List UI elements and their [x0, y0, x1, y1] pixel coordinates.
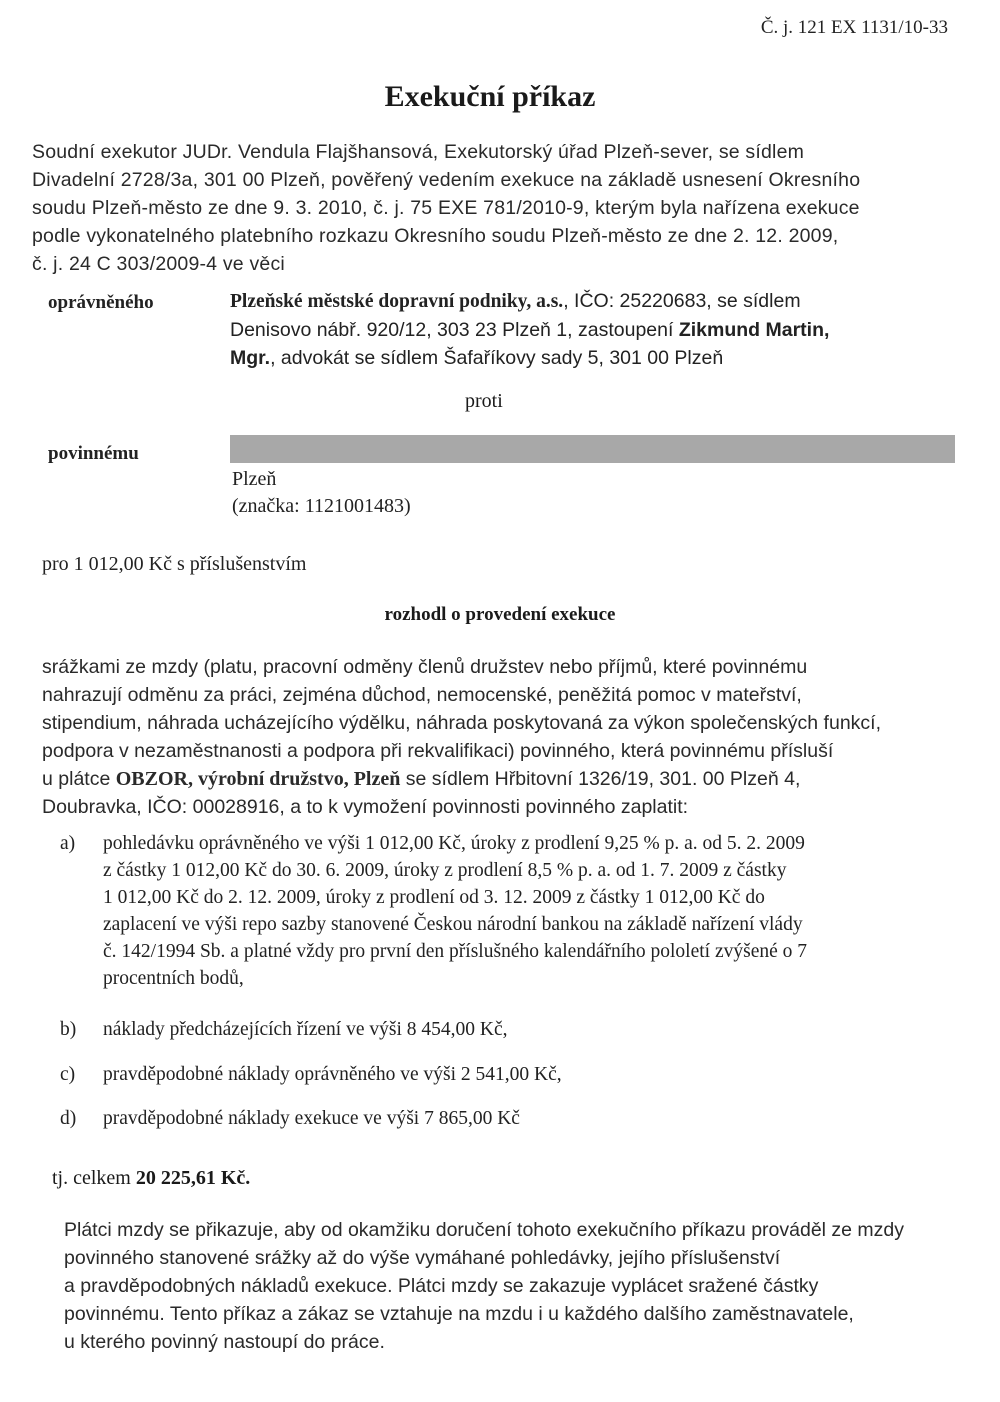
final-paragraph: [64, 1216, 976, 1356]
decision-heading: rozhodl o provedení exekuce: [384, 604, 616, 625]
item-letter: a): [60, 833, 76, 854]
creditor-line: [230, 287, 960, 316]
creditor-line1-rest: , IČO: 25220683, se sídlem: [563, 290, 801, 312]
creditor-details: [230, 287, 960, 372]
creditor-address: Denisovo nábř. 920/12, 303 23 Plzeň 1, zastoupení: [230, 319, 679, 341]
final-line: povinného stanovené srážky až do výše vymáhané pohledávky, jejího příslušenství: [64, 1247, 781, 1269]
debtor-mark: (značka: 1121001483): [232, 495, 411, 517]
final-line: a pravděpodobných nákladů exekuce. Plátci mzdy se zakazuje vyplácet sražené částky: [64, 1275, 819, 1297]
intro-line: č. j. 24 C 303/2009-4 ve věci: [32, 253, 285, 275]
execution-line: [42, 765, 972, 793]
creditor-name: Plzeňské městské dopravní podniky, a.s.: [230, 291, 564, 312]
item-text: náklady předcházejících řízení ve výši 8 454,00 Kč,: [103, 1019, 508, 1040]
creditor-line: [230, 344, 960, 372]
item-letter: c): [60, 1064, 76, 1085]
intro-line: soudu Plzeň-město ze dne 9. 3. 2010, č. j. 75 EXE 781/2010-9, kterým byla nařízena exekuce: [32, 197, 860, 219]
item-text: [103, 830, 973, 992]
debtor-label: povinnému: [48, 443, 139, 464]
against-word: proti: [465, 390, 503, 412]
document-title: Exekuční příkaz: [384, 80, 596, 113]
item-line: č. 142/1994 Sb. a platné vždy pro první den příslušného kalendářního pololetí zvýšené o 7: [103, 941, 808, 962]
item-letter: d): [60, 1108, 77, 1129]
creditor-label: oprávněného: [48, 292, 154, 313]
intro-line: Soudní exekutor JUDr. Vendula Flajšhansová, Exekutorský úřad Plzeň-sever, se sídlem: [32, 141, 805, 163]
total-amount: 20 225,61 Kč.: [135, 1167, 251, 1189]
payer-address: se sídlem Hřbitovní 1326/19, 301. 00 Plzeň 4,: [400, 768, 801, 790]
intro-paragraph: [32, 138, 962, 278]
execution-line: podpora v nezaměstnanosti a podpora při rekvalifikaci) povinného, která povinnému přísluší: [42, 740, 834, 762]
final-line: Plátci mzdy se přikazuje, aby od okamžiku doručení tohoto exekučního příkazu prováděl ze mzdy: [64, 1219, 905, 1241]
item-line: zaplacení ve výši repo sazby stanovené Českou národní bankou na základě nařízení vlády: [103, 914, 803, 935]
execution-paragraph: [42, 653, 972, 821]
item-line: pohledávku oprávněného ve výši 1 012,00 Kč, úroky z prodlení 9,25 % p. a. od 5. 2. 2009: [103, 833, 805, 854]
final-line: u kterého povinný nastoupí do práce.: [64, 1331, 385, 1353]
execution-line: nahrazují odměnu za práci, zejména důchod, nemocenské, peněžitá pomoc v mateřství,: [42, 684, 802, 706]
debtor-city: Plzeň: [232, 468, 277, 490]
creditor-attorney-address: , advokát se sídlem Šafaříkovy sady 5, 301 00 Plzeň: [270, 347, 724, 369]
payer-name: OBZOR, výrobní družstvo, Plzeň: [115, 768, 401, 790]
creditor-attorney: Zikmund Martin,: [678, 319, 830, 341]
item-text: pravděpodobné náklady exekuce ve výši 7 865,00 Kč: [103, 1108, 520, 1129]
redacted-debtor-name: [230, 435, 955, 463]
intro-line: Divadelní 2728/3a, 301 00 Plzeň, pověřený vedením exekuce na základě usnesení Okresního: [32, 169, 861, 191]
intro-line: podle vykonatelného platebního rozkazu Okresního soudu Plzeň-město ze dne 2. 12. 2009,: [32, 225, 839, 247]
execution-payer-prefix: u plátce: [42, 768, 116, 790]
total-line: [52, 1167, 250, 1190]
item-line: 1 012,00 Kč do 2. 12. 2009, úroky z prodlení od 3. 12. 2009 z částky 1 012,00 Kč do: [103, 887, 765, 908]
item-text: pravděpodobné náklady oprávněného ve výši 2 541,00 Kč,: [103, 1064, 562, 1085]
final-line: povinnému. Tento příkaz a zákaz se vztahuje na mzdu i u každého dalšího zaměstnavatele,: [64, 1303, 854, 1325]
amount-line: pro 1 012,00 Kč s příslušenstvím: [42, 553, 307, 575]
execution-line: Doubravka, IČO: 00028916, a to k vymožení povinnosti povinného zaplatit:: [42, 796, 689, 818]
item-letter: b): [60, 1019, 77, 1040]
case-reference: Č. j. 121 EX 1131/10-33: [760, 17, 948, 38]
execution-line: stipendium, náhrada ucházejícího výdělku, náhrada poskytovaná za výkon společenských funkcí,: [42, 712, 881, 734]
creditor-attorney-title: Mgr.: [230, 347, 271, 369]
creditor-line: [230, 316, 960, 344]
item-line: procentních bodů,: [103, 968, 244, 989]
execution-line: srážkami ze mzdy (platu, pracovní odměny členů družstev nebo příjmů, které povinnému: [42, 656, 808, 678]
item-line: z částky 1 012,00 Kč do 30. 6. 2009, úroky z prodlení 8,5 % p. a. od 1. 7. 2009 z částky: [103, 860, 787, 881]
total-prefix: tj. celkem: [52, 1167, 136, 1189]
